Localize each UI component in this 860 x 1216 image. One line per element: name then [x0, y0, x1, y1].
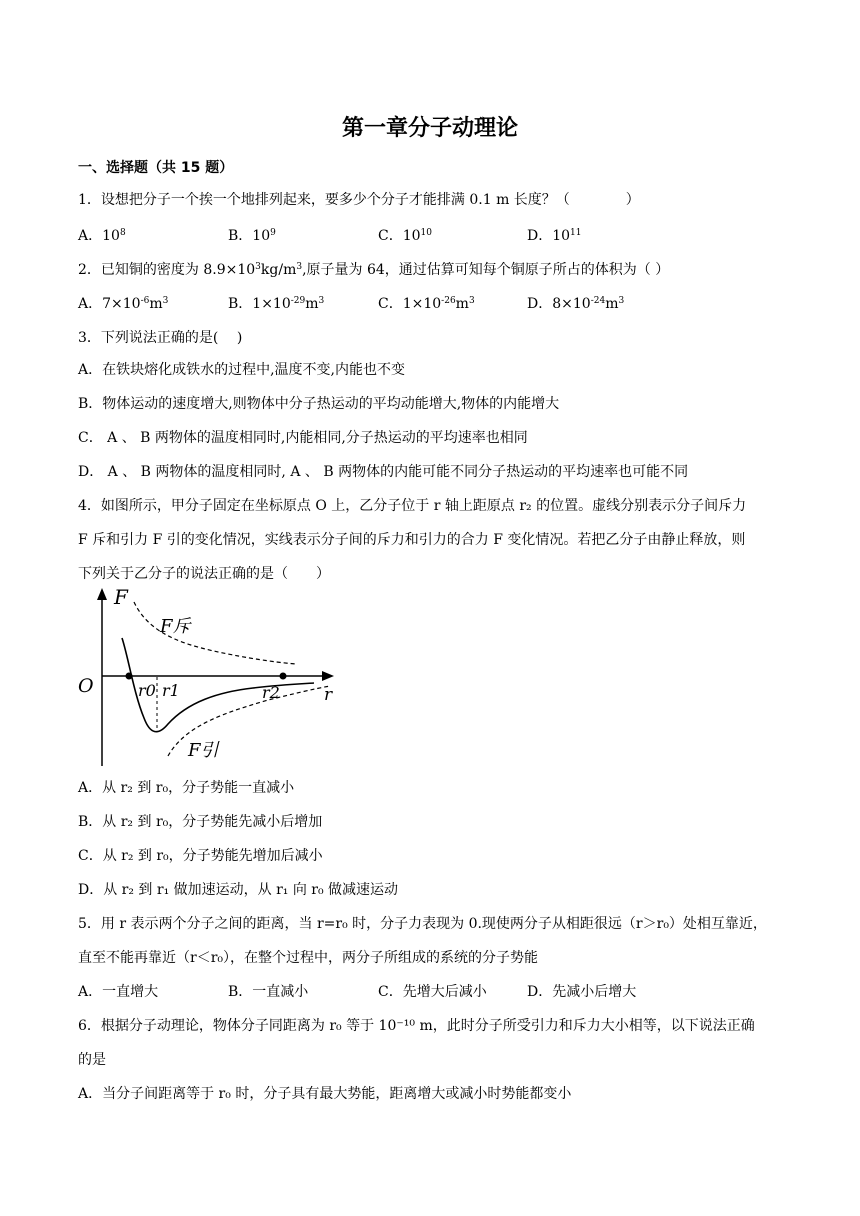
question-5-line-2: 直至不能再靠近（r＜r₀），在整个过程中，两分子所组成的系统的分子势能 — [78, 950, 538, 966]
option-c[interactable]: C．$1\times 10^{-26}m^3$ — [378, 296, 475, 312]
option-b[interactable]: B．一直减小 — [228, 984, 309, 1000]
question-1-stem: 1．设想把分子一个挨一个地排列起来，要多少个分子才能排满 0.1 m 长度？（ ） — [78, 192, 640, 208]
option-c[interactable]: C．先增大后减小 — [378, 984, 487, 1000]
option-d[interactable]: D．$8\times 10^{-24}m^3$ — [527, 296, 625, 312]
question-3-option-a[interactable]: A．在铁块熔化成铁水的过程中,温度不变,内能也不变 — [78, 362, 406, 378]
r1-label: r1 — [162, 681, 180, 700]
question-6-option-a[interactable]: A．当分子间距离等于 r₀ 时，分子具有最大势能，距离增大或减小时势能都变小 — [78, 1086, 572, 1102]
question-5-line-1: 5．用 r 表示两个分子之间的距离，当 r=r₀ 时，分子力表现为 0.现使两分子从相距很远（r＞r₀）处相互靠近， — [78, 916, 767, 932]
option-a[interactable]: A．一直增大 — [78, 984, 159, 1000]
r2-label: r2 — [262, 683, 280, 702]
question-2-stem: 2．已知铜的密度为 $8.9\times 10^3kg/m^3$,原子量为 64，通过估算可知每个铜原子所占的体积为（ ） — [78, 262, 670, 278]
question-4-line-1: 4．如图所示，甲分子固定在坐标原点 O 上，乙分子位于 r 轴上距原点 r₂ 的位置。虚线分别表示分子间斥力 — [78, 498, 747, 514]
section-heading: 一、选择题（共 15 题） — [78, 160, 234, 176]
question-4-option-c[interactable]: C．从 r₂ 到 r₀，分子势能先增加后减小 — [78, 848, 323, 864]
question-3-option-d[interactable]: D． A 、 B 两物体的温度相同时, A 、 B 两物体的内能可能不同分子热运动的平均速率也可能不同 — [78, 464, 689, 480]
option-d[interactable]: D．先减小后增大 — [527, 984, 637, 1000]
r2-point — [280, 673, 287, 680]
r0-label: r0 — [138, 681, 156, 700]
r0-point — [126, 673, 133, 680]
repulsive-force-label: F斥 — [160, 616, 191, 637]
attractive-force-label: F引 — [188, 740, 219, 761]
repulsive-force-curve — [134, 602, 296, 664]
question-3-stem: 3．下列说法正确的是( ) — [78, 330, 243, 346]
force-distance-figure — [78, 584, 348, 774]
question-4-line-3: 下列关于乙分子的说法正确的是（ ） — [78, 566, 330, 582]
question-4-option-a[interactable]: A．从 r₂ 到 r₀，分子势能一直减小 — [78, 780, 295, 796]
r-axis-label: r — [324, 685, 333, 705]
question-4-option-d[interactable]: D．从 r₂ 到 r₁ 做加速运动，从 r₁ 向 r₀ 做减速运动 — [78, 882, 399, 898]
question-6-line-2: 的是 — [78, 1052, 106, 1068]
question-4-line-2: F 斥和引力 F 引的变化情况，实线表示分子间的斥力和引力的合力 F 变化情况。若把乙分子由静止释放，则 — [78, 532, 746, 548]
r-axis-arrow-icon — [322, 671, 334, 681]
option-d[interactable]: D．$10^{11}$ — [527, 228, 582, 244]
question-4-option-b[interactable]: B．从 r₂ 到 r₀，分子势能先减小后增加 — [78, 814, 323, 830]
f-axis-arrow-icon — [97, 588, 107, 600]
option-b[interactable]: B．$1\times 10^{-29}m^3$ — [228, 296, 325, 312]
question-3-option-c[interactable]: C． A 、 B 两物体的温度相同时,内能相同,分子热运动的平均速率也相同 — [78, 430, 528, 446]
question-6-line-1: 6．根据分子动理论，物体分子同距离为 r₀ 等于 10⁻¹⁰ m，此时分子所受引力和斥力大小相等，以下说法正确 — [78, 1018, 755, 1034]
option-c[interactable]: C．$10^{10}$ — [378, 228, 432, 244]
f-axis-label: F — [114, 585, 128, 609]
option-b[interactable]: B．$10^9$ — [228, 228, 276, 244]
page-title: 第一章分子动理论 — [341, 116, 518, 141]
origin-label: O — [78, 675, 94, 697]
question-3-option-b[interactable]: B．物体运动的速度增大,则物体中分子热运动的平均动能增大,物体的内能增大 — [78, 396, 560, 412]
option-a[interactable]: A．$10^8$ — [78, 228, 126, 244]
option-a[interactable]: A．$7\times 10^{-6}m^3$ — [78, 296, 169, 312]
